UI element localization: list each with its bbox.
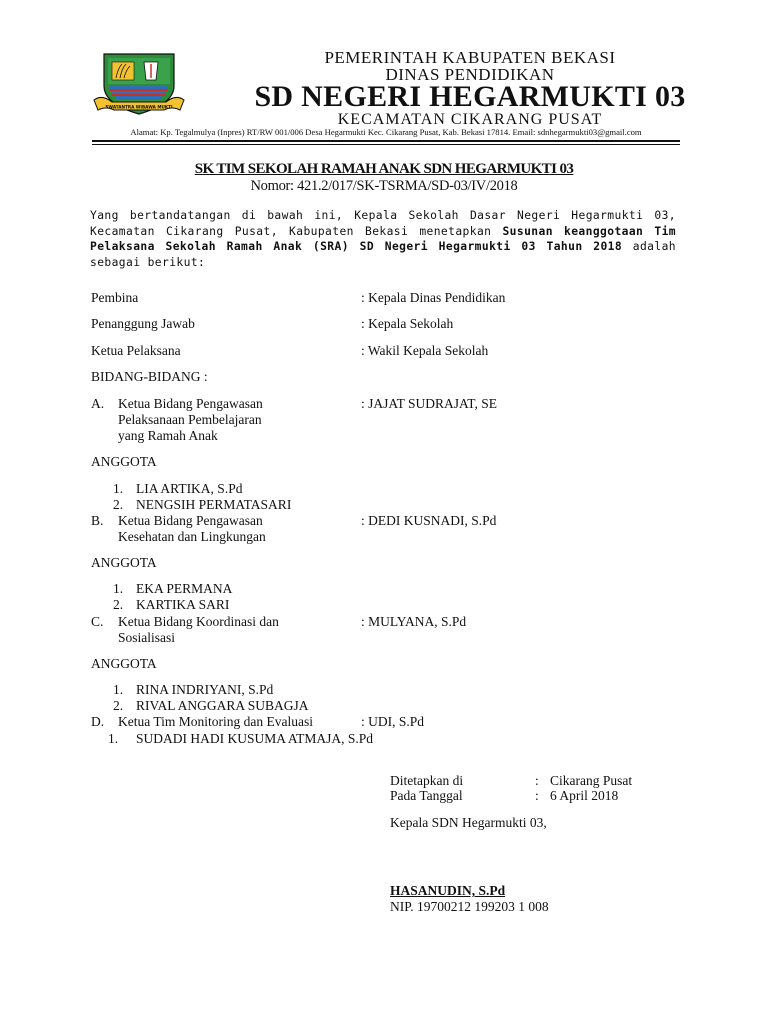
bidang-c-member-1-num: 1. — [113, 682, 124, 697]
school-address: Alamat: Kp. Tegalmulya (Inpres) RT/RW 001/006 Desa Hegarmukti Kec. Cikarang Pusat, Kab. Bekasi 17814. Email: sdnhegarmukti03@gmail.com — [130, 127, 642, 137]
role-value-penanggung-jawab: : Kepala Sekolah — [361, 316, 454, 331]
logo-motto: SWATANTRA WIBAWA MUKTI — [105, 104, 173, 110]
signatory-nip: NIP. 19700212 199203 1 008 — [390, 899, 549, 914]
bidang-b-letter: B. — [91, 513, 104, 528]
date-value: 6 April 2018 — [550, 788, 619, 803]
bidang-a-letter: A. — [91, 396, 105, 411]
bidang-c-member-2-num: 2. — [113, 698, 124, 713]
letterhead-rule-thick — [92, 140, 680, 142]
intro-paragraph — [90, 208, 676, 270]
bidang-b-line-1: Ketua Bidang Pengawasan — [118, 513, 263, 528]
bidang-c-letter: C. — [91, 614, 104, 629]
bidang-b-member-1-num: 1. — [113, 581, 124, 596]
place-colon: : — [535, 773, 539, 788]
intro-text-1: Yang bertandatangan di bawah ini, Kepala Sekolah Dasar Negeri Hegarmukti 03, Kecamatan Cikarang Pusat, Kabupaten Bekasi menetapkan — [90, 209, 676, 238]
bidang-b-line-2: Kesehatan dan Lingkungan — [118, 529, 266, 544]
signatory-position: Kepala SDN Hegarmukti 03, — [390, 815, 547, 830]
role-label-penanggung-jawab: Penanggung Jawab — [91, 316, 195, 331]
document-title: SK TIM SEKOLAH RAMAH ANAK SDN HEGARMUKTI 03 — [194, 161, 574, 177]
date-colon: : — [535, 788, 539, 803]
bidang-d-member-1: SUDADI HADI KUSUMA ATMAJA, S.Pd — [136, 731, 374, 746]
place-value: Cikarang Pusat — [550, 773, 633, 788]
bidang-a-line-2: Pelaksanaan Pembelajaran — [118, 412, 262, 427]
bidang-c-member-1: RINA INDRIYANI, S.Pd — [136, 682, 274, 697]
bidang-a-member-2: NENGSIH PERMATASARI — [136, 497, 292, 512]
bidang-d-line-1: Ketua Tim Monitoring dan Evaluasi — [118, 714, 313, 729]
bidang-a-member-2-num: 2. — [113, 497, 124, 512]
bidang-heading: BIDANG-BIDANG : — [91, 369, 208, 384]
bidang-c-line-2: Sosialisasi — [118, 630, 176, 645]
bidang-a-line-3: yang Ramah Anak — [118, 428, 218, 443]
bidang-d-head: : UDI, S.Pd — [361, 714, 425, 729]
bidang-a-head: : JAJAT SUDRAJAT, SE — [361, 396, 498, 411]
date-label: Pada Tanggal — [390, 788, 463, 803]
bidang-d-letter: D. — [91, 714, 105, 729]
kop-district: KECAMATAN CIKARANG PUSAT — [337, 111, 603, 128]
place-label: Ditetapkan di — [390, 773, 464, 788]
bidang-a-member-1-num: 1. — [113, 481, 124, 496]
role-label-pembina: Pembina — [91, 290, 139, 305]
bidang-b-anggota-label: ANGGOTA — [91, 555, 157, 570]
bidang-b-member-1: EKA PERMANA — [136, 581, 233, 596]
bidang-c-anggota-label: ANGGOTA — [91, 656, 157, 671]
kop-department: DINAS PENDIDIKAN — [385, 65, 555, 84]
bidang-a-line-1: Ketua Bidang Pengawasan — [118, 396, 263, 411]
signatory-name: HASANUDIN, S.Pd — [390, 883, 506, 898]
bidang-c-member-2: RIVAL ANGGARA SUBAGJA — [136, 698, 309, 713]
intro-text-2: adalah sebagai berikut: — [90, 240, 676, 269]
bidang-a-anggota-label: ANGGOTA — [91, 454, 157, 469]
bidang-b-head: : DEDI KUSNADI, S.Pd — [361, 513, 497, 528]
kop-government: PEMERINTAH KABUPATEN BEKASI — [324, 48, 616, 67]
letterhead-rule-thin — [92, 144, 680, 145]
bidang-d-member-1-num: 1. — [108, 731, 119, 746]
bidang-c-head: : MULYANA, S.Pd — [361, 614, 467, 629]
bekasi-regency-logo — [92, 50, 186, 120]
role-label-ketua-pelaksana: Ketua Pelaksana — [91, 343, 181, 358]
role-value-pembina: : Kepala Dinas Pendidikan — [361, 290, 506, 305]
kop-school-name: SD NEGERI HEGARMUKTI 03 — [254, 80, 686, 113]
bidang-c-line-1: Ketua Bidang Koordinasi dan — [118, 614, 279, 629]
bidang-b-member-2-num: 2. — [113, 597, 124, 612]
document-number: Nomor: 421.2/017/SK-TSRMA/SD-03/IV/2018 — [250, 178, 518, 194]
bidang-a-member-1: LIA ARTIKA, S.Pd — [136, 481, 243, 496]
intro-text-bold: Susunan keanggotaan Tim Pelaksana Sekolah Ramah Anak (SRA) SD Negeri Hegarmukti 03 Tahun 2018 — [90, 224, 676, 253]
bidang-b-member-2: KARTIKA SARI — [136, 597, 230, 612]
role-value-ketua-pelaksana: : Wakil Kepala Sekolah — [361, 343, 489, 358]
